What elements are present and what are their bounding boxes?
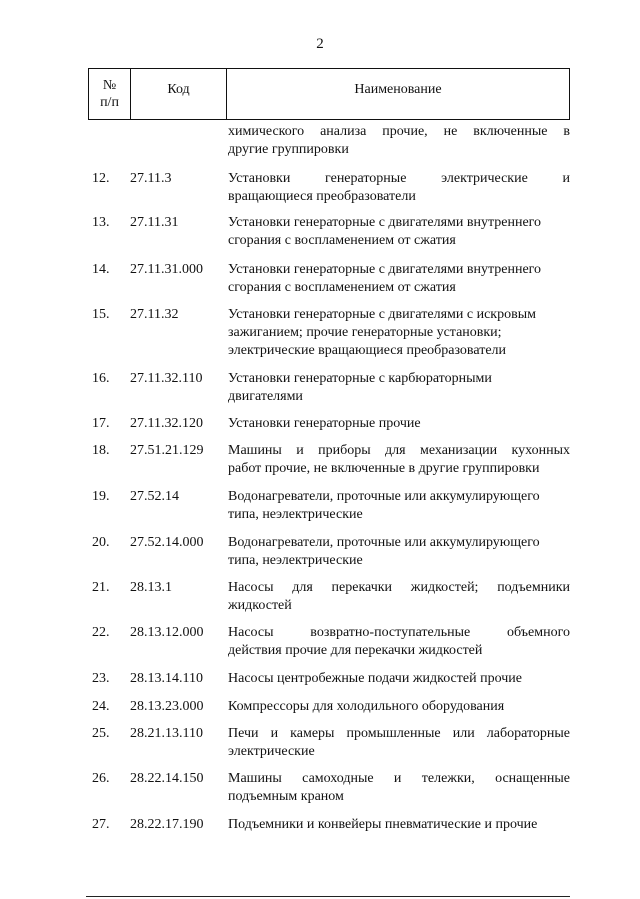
row-code: 27.11.31.000 (130, 262, 203, 277)
row-name (228, 579, 570, 615)
row-number: 17. (92, 416, 110, 431)
row-number: 14. (92, 262, 110, 277)
row-number: 27. (92, 817, 110, 832)
row-name (228, 442, 570, 478)
row-name-line: сгорания с воспламенением от сжатия (228, 233, 456, 248)
row-name-line: подъемным краном (228, 789, 344, 804)
page-number: 2 (316, 36, 324, 52)
row-name-line: Установки генераторные с двигателями внутреннего (228, 215, 542, 230)
row-code: 28.22.14.150 (130, 771, 204, 786)
row-name (228, 415, 570, 433)
row-name-line: Установки генераторные прочие (228, 416, 421, 431)
row-number: 16. (92, 371, 110, 386)
header-num-label: п/п (100, 95, 119, 110)
row-name (228, 534, 570, 570)
row-name-line: Установки генераторные с двигателями с искровым (228, 307, 536, 322)
row-number: 23. (92, 671, 110, 686)
row-name-line: Установки генераторные с двигателями внутреннего (228, 262, 542, 277)
row-name-line: жидкостей (228, 598, 292, 613)
row-name (228, 698, 570, 716)
row-name (228, 306, 570, 360)
header-num-symbol: № (102, 78, 117, 93)
row-code: 28.22.17.190 (130, 817, 204, 832)
header-code: Код (131, 69, 227, 119)
row-number: 13. (92, 215, 110, 230)
continuation-line-2: другие группировки (228, 142, 349, 157)
row-name-line: Водонагреватели, проточные или аккумулирующего (228, 489, 540, 504)
row-code: 28.13.23.000 (130, 699, 204, 714)
row-name (228, 170, 570, 206)
row-name (228, 725, 570, 761)
row-number: 18. (92, 443, 110, 458)
row-name-line: Насосы для перекачки жидкостей; подъемники (228, 580, 570, 595)
row-code: 27.11.3 (130, 171, 172, 186)
row-code: 27.11.32 (130, 307, 179, 322)
row-code: 27.51.21.129 (130, 443, 204, 458)
row-name-line: Насосы центробежные подачи жидкостей прочие (228, 671, 522, 686)
row-name (228, 488, 570, 524)
row-name-line: Установки генераторные с карбюраторными (228, 371, 492, 386)
row-name-line: Компрессоры для холодильного оборудования (228, 699, 505, 714)
row-name-line: электрические (228, 744, 315, 759)
row-number: 25. (92, 726, 110, 741)
row-name-line: типа, неэлектрические (228, 507, 363, 522)
row-name (228, 624, 570, 660)
page-bottom-edge (86, 896, 570, 897)
row-name-line: Подъемники и конвейеры пневматические и прочие (228, 817, 538, 832)
row-name (228, 370, 570, 406)
row-name-line: электрические вращающиеся преобразователи (228, 343, 507, 358)
row-code: 28.13.12.000 (130, 625, 204, 640)
row-code: 27.52.14 (130, 489, 179, 504)
row-code: 27.52.14.000 (130, 535, 204, 550)
row-name-line: зажиганием; прочие генераторные установки; (228, 325, 502, 340)
table-header (88, 68, 570, 120)
row-name-line: сгорания с воспламенением от сжатия (228, 280, 456, 295)
row-number: 24. (92, 699, 110, 714)
header-name: Наименование (354, 82, 442, 97)
row-name (228, 261, 570, 297)
row-code: 27.11.32.110 (130, 371, 203, 386)
row-code: 28.13.1 (130, 580, 172, 595)
row-number: 21. (92, 580, 110, 595)
row-name-line: типа, неэлектрические (228, 553, 363, 568)
row-number: 19. (92, 489, 110, 504)
row-number: 15. (92, 307, 110, 322)
row-number: 26. (92, 771, 110, 786)
row-name (228, 670, 570, 688)
row-code: 27.11.32.120 (130, 416, 203, 431)
row-name-line: Машины и приборы для механизации кухонных (228, 443, 570, 458)
continuation-line-1: химического анализа прочие, не включенные в (228, 124, 570, 139)
continuation-text (228, 123, 570, 159)
row-name-line: вращающиеся преобразователи (228, 189, 416, 204)
row-code: 28.13.14.110 (130, 671, 203, 686)
row-code: 28.21.13.110 (130, 726, 203, 741)
row-name-line: Установки генераторные электрические и (228, 171, 570, 186)
row-name-line: Насосы возвратно-поступательные объемного (228, 625, 570, 640)
header-num (89, 69, 131, 119)
row-name-line: действия прочие для перекачки жидкостей (228, 643, 483, 658)
row-code: 27.11.31 (130, 215, 179, 230)
row-number: 12. (92, 171, 110, 186)
row-name (228, 770, 570, 806)
row-name-line: двигателями (228, 389, 303, 404)
row-name-line: работ прочие, не включенные в другие группировки (228, 461, 540, 476)
row-name (228, 214, 570, 250)
row-name (228, 816, 570, 834)
row-number: 22. (92, 625, 110, 640)
row-name-line: Печи и камеры промышленные или лабораторные (228, 726, 570, 741)
row-number: 20. (92, 535, 110, 550)
row-name-line: Машины самоходные и тележки, оснащенные (228, 771, 570, 786)
row-name-line: Водонагреватели, проточные или аккумулирующего (228, 535, 540, 550)
